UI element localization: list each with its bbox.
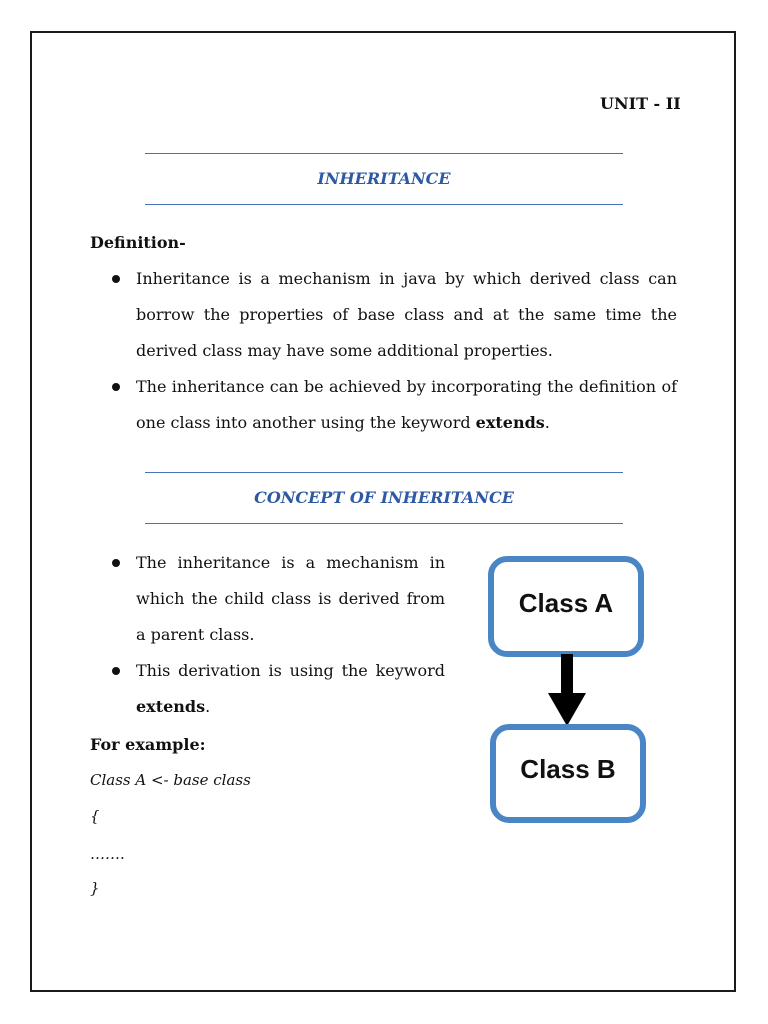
definition-label: Definition-	[90, 233, 186, 252]
keyword-extends: extends	[475, 413, 545, 432]
heading-rule-bottom	[145, 523, 623, 524]
bullet-icon	[112, 383, 120, 391]
bullet-icon	[112, 667, 120, 675]
unit-label: UNIT - II	[600, 94, 681, 113]
keyword-extends: extends	[136, 697, 206, 716]
heading-rule-top	[145, 472, 623, 473]
list-item-punctuation: .	[205, 697, 211, 716]
list-item-text: Inheritance is a mechanism in java by which derived class can borrow the properties of base class and at the same time the derived class may have some additional properties.	[136, 269, 677, 360]
list-item	[112, 369, 677, 441]
list-item-text: The inheritance can be achieved by incorporating the definition of one class into another using the keyword	[136, 377, 677, 432]
bullet-icon	[112, 275, 120, 283]
arrow-down-icon	[548, 693, 586, 726]
code-line: }	[90, 879, 100, 897]
example-label: For example:	[90, 735, 206, 754]
list-item	[112, 261, 677, 369]
section-title-inheritance: INHERITANCE	[317, 169, 451, 188]
definition-list	[112, 261, 677, 441]
code-line: {	[90, 807, 100, 825]
code-line: Class A <- base class	[90, 771, 251, 789]
arrow-shaft	[561, 654, 573, 698]
list-item	[112, 545, 445, 653]
list-item	[112, 653, 445, 725]
list-item-punctuation: .	[544, 413, 550, 432]
heading-rule-top	[145, 153, 623, 154]
heading-rule-bottom	[145, 204, 623, 205]
bullet-icon	[112, 559, 120, 567]
class-a-label: Class A	[518, 588, 614, 618]
section-title-concept: CONCEPT OF INHERITANCE	[254, 488, 514, 507]
list-item-text: This derivation is using the keyword	[136, 661, 445, 680]
list-item-text: The inheritance is a mechanism in which the child class is derived from a parent class.	[136, 553, 445, 644]
code-line: …….	[90, 845, 125, 863]
concept-list	[112, 545, 445, 725]
inheritance-diagram	[480, 550, 660, 835]
class-b-label: Class B	[520, 754, 616, 784]
